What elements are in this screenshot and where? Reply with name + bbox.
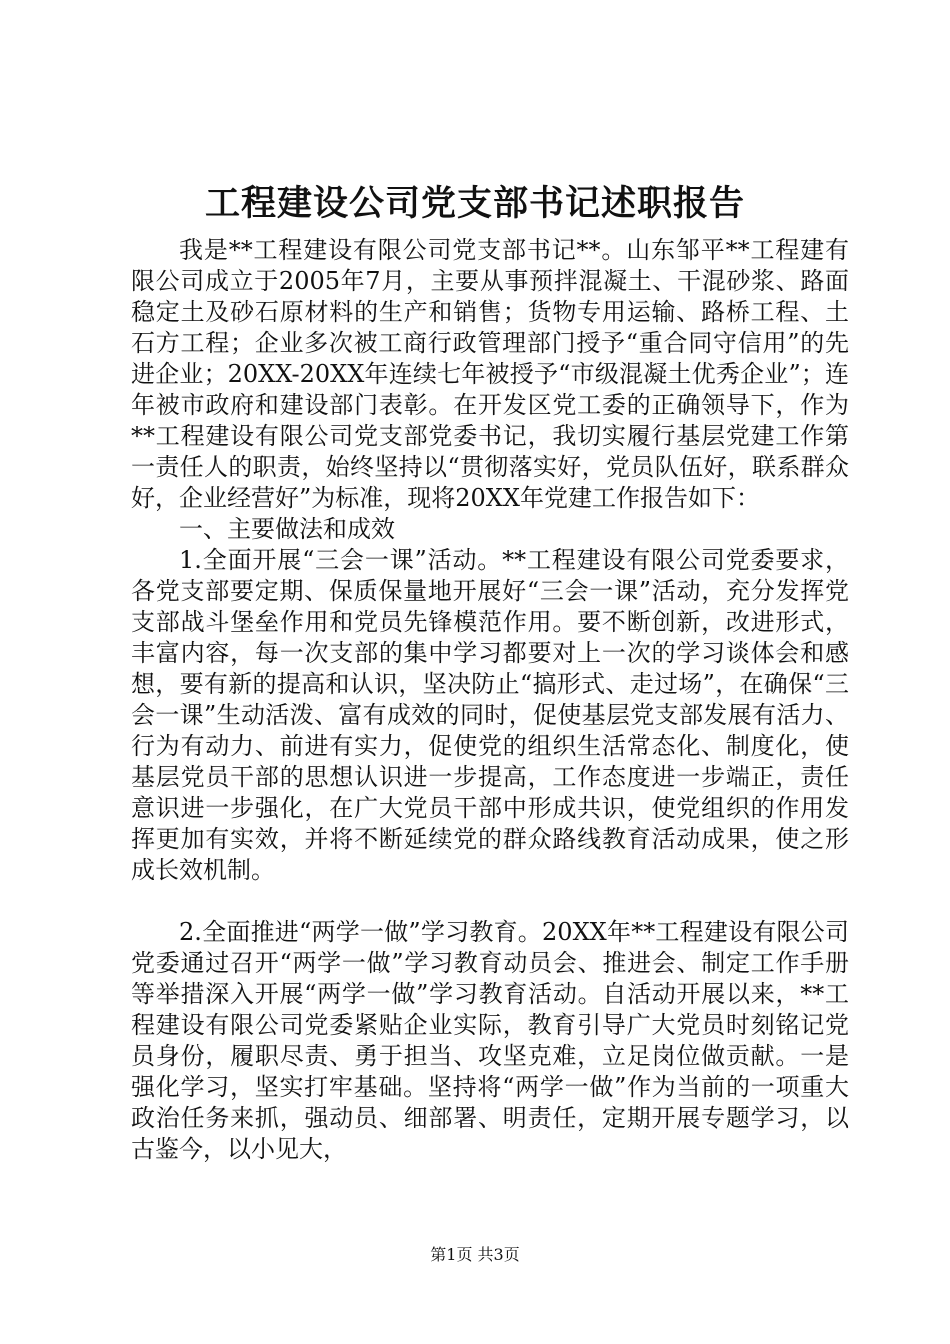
paragraph-three-meetings: 1.全面开展“三会一课”活动。**工程建设有限公司党委要求，各党支部要定期、保质保量地开展好“三会一课”活动，充分发挥党支部战斗堡垒作用和党员先锋模范作用。要不断创新，改进形式，丰富内容，每一次支部的集中学习都要对上一次的学习谈体会和感想，要有新的提高和认识，坚决防止“搞形式、走过场”，在确保“三会一课”生动活泼、富有成效的同时，促使基层党支部发展有活力、行为有动力、前进有实力，促使党的组织生活常态化、制度化，使基层党员干部的思想认识进一步提高，工作态度进一步端正，责任意识进一步强化，在广大党员干部中形成共识，使党组织的作用发挥更加有实效，并将不断延续党的群众路线教育活动成果，使之形成长效机制。 <box>131 546 849 884</box>
document-title: 工程建设公司党支部书记述职报告 <box>204 183 745 224</box>
section-heading: 一、主要做法和成效 <box>179 515 395 543</box>
page-footer: 第1页 共3页 <box>430 1245 520 1264</box>
document-body <box>131 235 849 1165</box>
paragraph-two-studies: 2.全面推进“两学一做”学习教育。20XX年**工程建设有限公司党委通过召开“两学一做”学习教育动员会、推进会、制定工作手册等举措深入开展“两学一做”学习教育活动。自活动开展以来，**工程建设有限公司党委紧贴企业实际，教育引导广大党员时刻铭记党员身份，履职尽责、勇于担当、攻坚克难，立足岗位做贡献。一是强化学习，坚实打牢基础。坚持将“两学一做”作为当前的一项重大政治任务来抓，强动员、细部署、明责任，定期开展专题学习，以古鉴今，以小见大， <box>131 918 849 1163</box>
intro-paragraph: 我是**工程建设有限公司党支部书记**。山东邹平**工程建有限公司成立于2005年7月，主要从事预拌混凝土、干混砂浆、路面稳定土及砂石原材料的生产和销售；货物专用运输、路桥工程、土石方工程；企业多次被工商行政管理部门授予“重合同守信用”的先进企业；20XX-20XX年连续七年被授予“市级混凝土优秀企业”；连年被市政府和建设部门表彰。在开发区党工委的正确领导下，作为**工程建设有限公司党支部党委书记，我切实履行基层党建工作第一责任人的职责，始终坚持以“贯彻落实好，党员队伍好，联系群众好，企业经营好”为标准，现将20XX年党建工作报告如下： <box>131 236 849 512</box>
